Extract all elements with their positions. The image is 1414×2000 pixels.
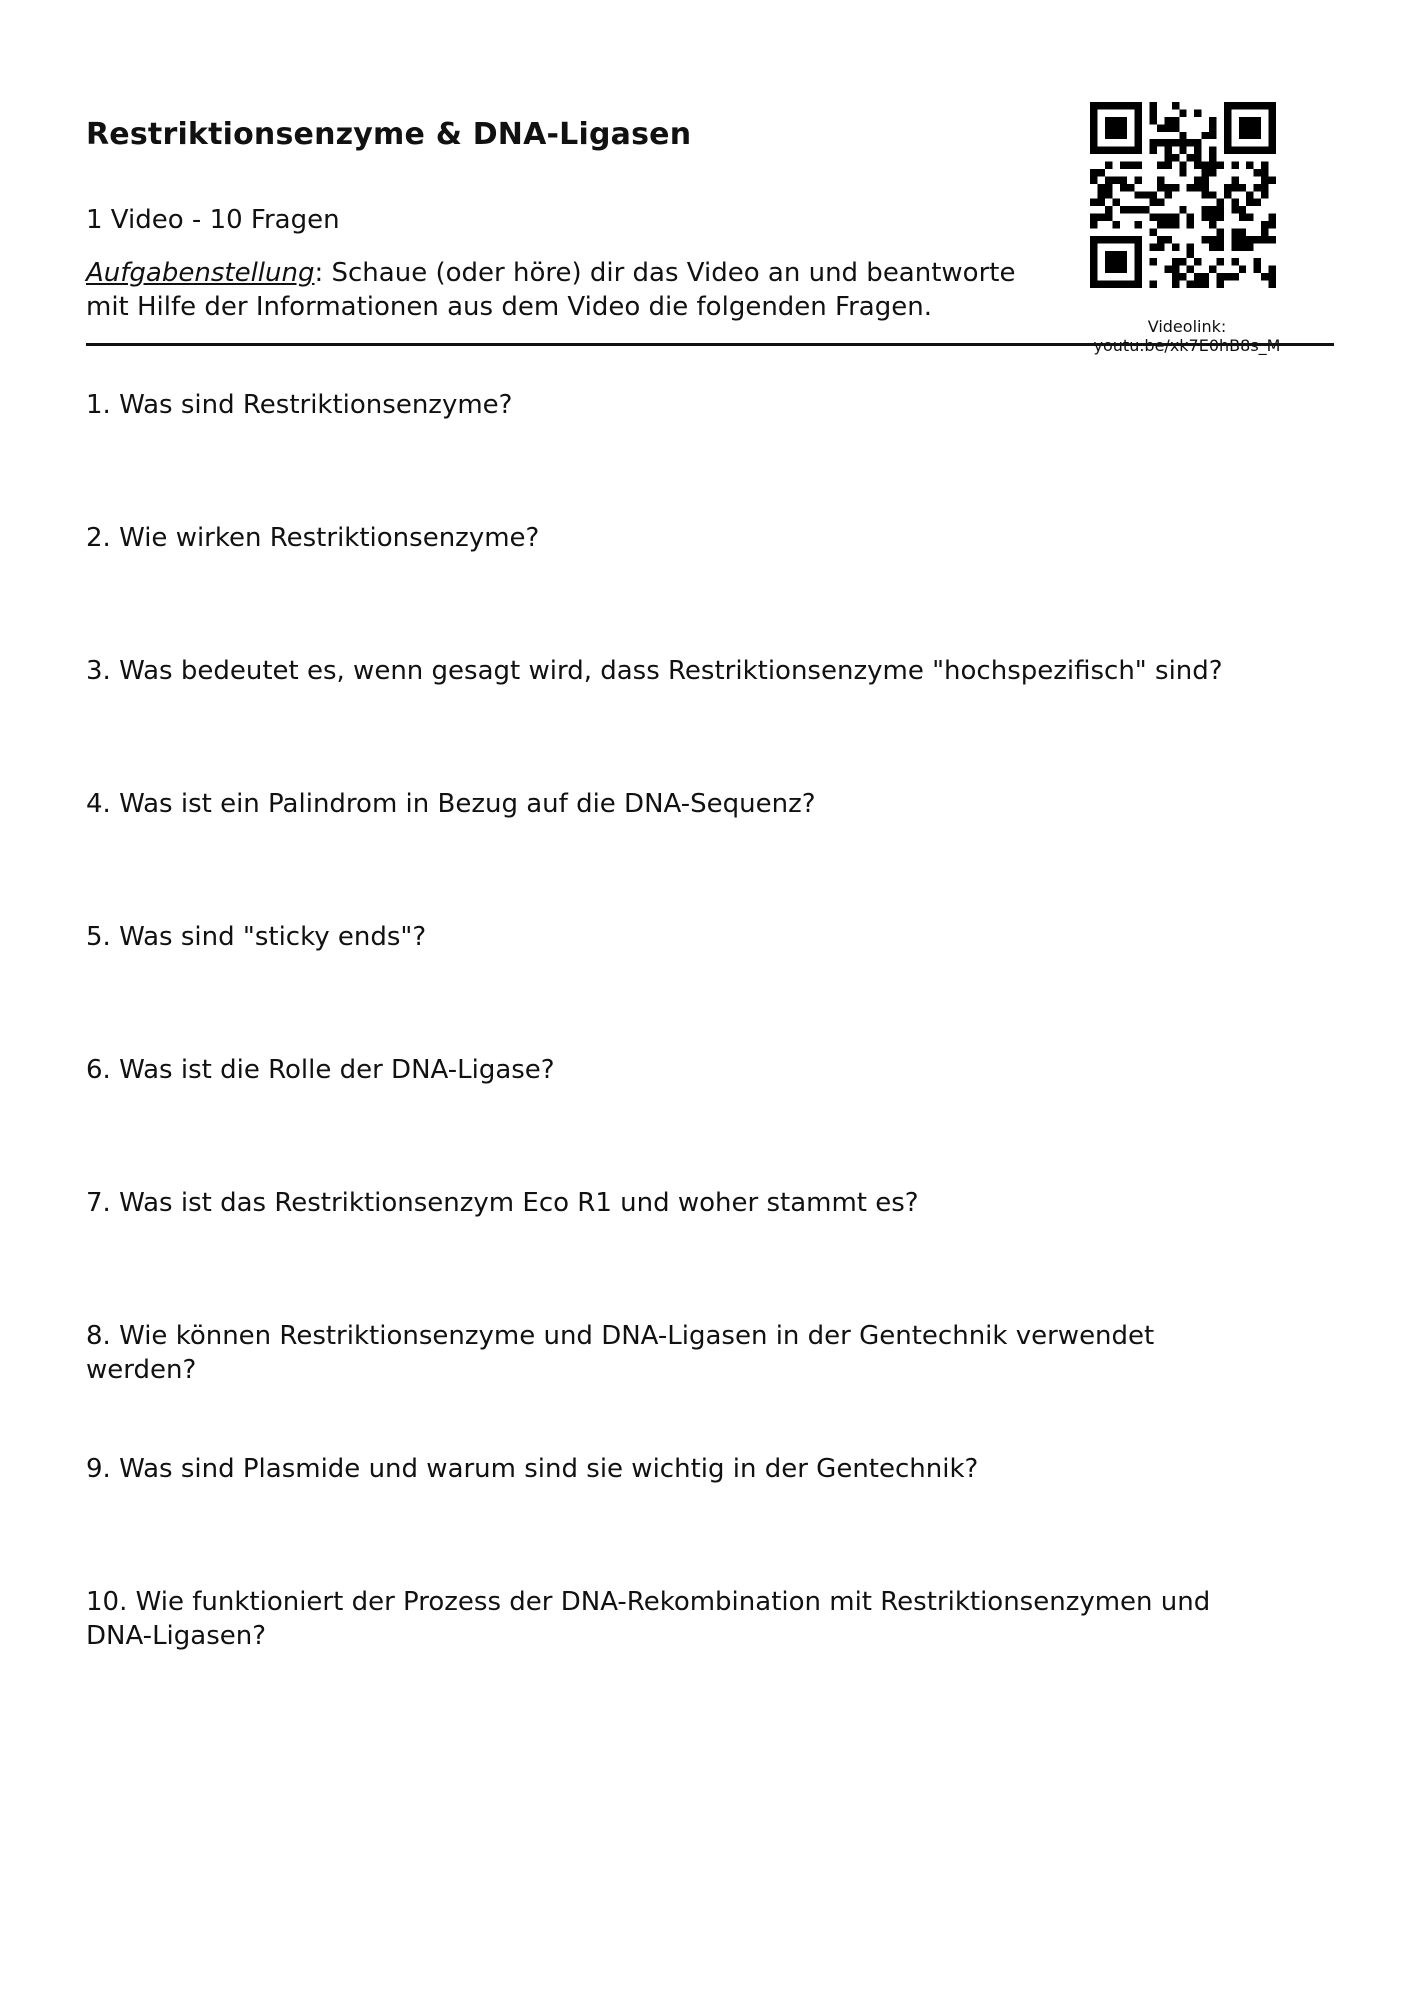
question-10: 10. Wie funktioniert der Prozess der DNA-Rekombination mit Restriktionsenzymen und DNA-Ligasen? [86,1587,1211,1651]
header-divider [86,343,1334,346]
question-5: 5. Was sind "sticky ends"? [86,922,427,952]
qr-code-icon [1090,102,1276,288]
question-6: 6. Was ist die Rolle der DNA-Ligase? [86,1055,555,1085]
task-label: Aufgabenstellung [86,258,315,288]
task-instructions [86,256,1046,324]
question-2: 2. Wie wirken Restriktionsenzyme? [86,523,540,553]
question-9: 9. Was sind Plasmide und warum sind sie wichtig in der Gentechnik? [86,1454,979,1484]
question-1: 1. Was sind Restriktionsenzyme? [86,390,513,420]
question-4: 4. Was ist ein Palindrom in Bezug auf die DNA-Sequenz? [86,789,816,819]
subtitle: 1 Video - 10 Fragen [86,205,340,235]
page-title: Restriktionsenzyme & DNA-Ligasen [86,117,692,152]
question-7: 7. Was ist das Restriktionsenzym Eco R1 und woher stammt es? [86,1188,919,1218]
video-link[interactable]: Videolink: [1147,317,1227,336]
question-3: 3. Was bedeutet es, wenn gesagt wird, dass Restriktionsenzyme "hochspezifisch" sind? [86,656,1223,686]
question-8: 8. Wie können Restriktionsenzyme und DNA-Ligasen in der Gentechnik verwendet werden? [86,1321,1155,1385]
task-text: : Schaue (oder höre) dir das Video an und beantworte mit Hilfe der Informationen aus dem Video die folgenden Fragen. [86,258,1016,322]
